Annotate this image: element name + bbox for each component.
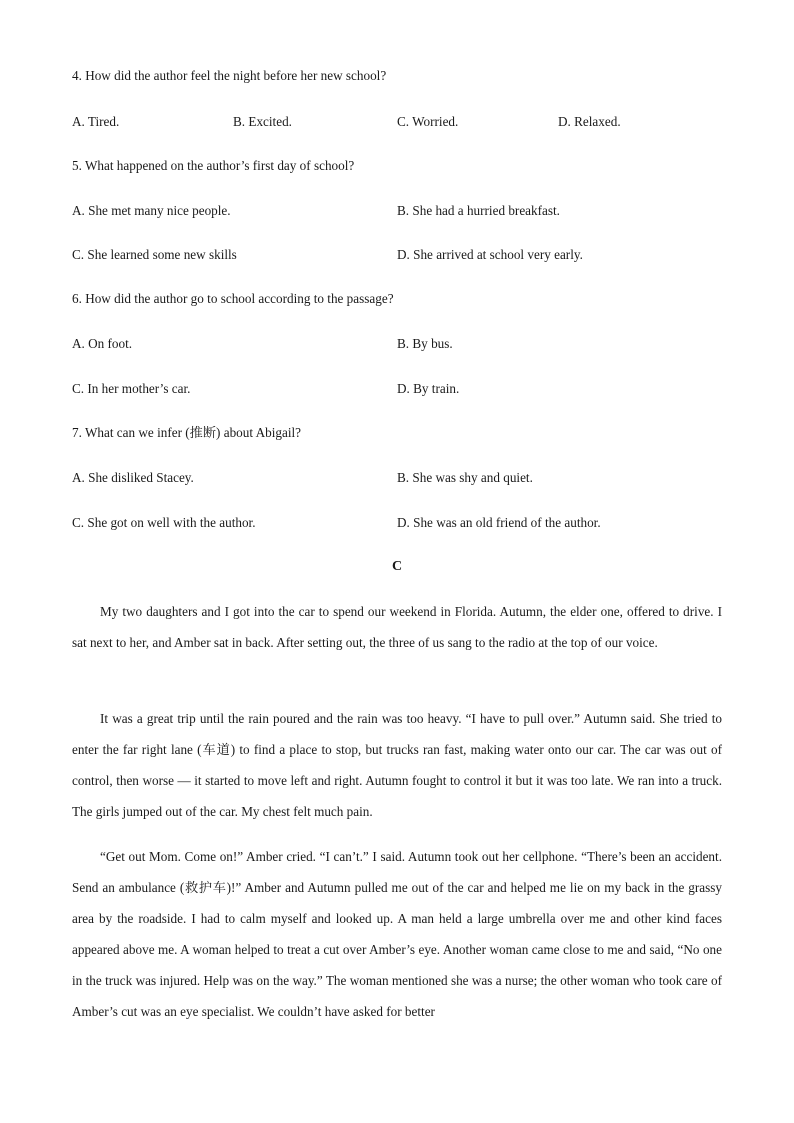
question-7-option-c: C. She got on well with the author. xyxy=(72,515,256,530)
question-4-option-a: A. Tired. xyxy=(72,114,120,129)
question-7-stem: 7. What can we infer (推断) about Abigail? xyxy=(72,425,301,440)
question-4-option-c: C. Worried. xyxy=(397,114,459,129)
passage-paragraph-3: “Get out Mom. Come on!” Amber cried. “I can’t.” I said. Autumn took out her cellphone. “There’s been an accident. Send an ambulance (救护车)!” Amber and Autumn pulled me out of the car and helped me lie on my back in the grassy area by the roadside. I had to calm myself and looked up. A man held a large umbrella over me and other kind faces appeared above me. A woman helped to treat a cut over Amber’s eye. Another woman came close to me and said, “No one in the truck was injured. Help was on the way.” The woman mentioned she was a nurse; the other woman who took care of Amber’s cut was an eye specialist. We couldn’t have asked for better xyxy=(72,849,722,1019)
question-6-option-b: B. By bus. xyxy=(397,336,453,351)
question-6-stem: 6. How did the author go to school according to the passage? xyxy=(72,291,394,306)
question-5-option-a: A. She met many nice people. xyxy=(72,203,231,218)
question-7-option-a: A. She disliked Stacey. xyxy=(72,470,194,485)
question-5-option-d: D. She arrived at school very early. xyxy=(397,247,583,262)
question-6-option-a: A. On foot. xyxy=(72,336,133,351)
passage-paragraph-2: It was a great trip until the rain poured and the rain was too heavy. “I have to pull over.” Autumn said. She tried to enter the far right lane (车道) to find a place to stop, but trucks ran fast, making water onto our car. The car was out of control, then worse — it started to move left and right. Autumn fought to control it but it was too late. We ran into a truck. The girls jumped out of the car. My chest felt much pain. xyxy=(72,711,722,819)
question-7-option-d: D. She was an old friend of the author. xyxy=(397,515,601,530)
question-5-stem: 5. What happened on the author’s first day of school? xyxy=(72,158,355,173)
question-4-option-b: B. Excited. xyxy=(233,114,292,129)
passage-paragraph-1: My two daughters and I got into the car to spend our weekend in Florida. Autumn, the elder one, offered to drive. I sat next to her, and Amber sat in back. After setting out, the three of us sang to the radio at the top of our voice. xyxy=(72,604,722,650)
question-5-option-c: C. She learned some new skills xyxy=(72,247,237,262)
question-5-option-b: B. She had a hurried breakfast. xyxy=(397,203,560,218)
question-4-stem: 4. How did the author feel the night before her new school? xyxy=(72,68,387,83)
question-4-option-d: D. Relaxed. xyxy=(558,114,621,129)
section-title: C xyxy=(391,559,403,574)
question-6-option-d: D. By train. xyxy=(397,381,460,396)
question-6-option-c: C. In her mother’s car. xyxy=(72,381,191,396)
question-7-option-b: B. She was shy and quiet. xyxy=(397,470,533,485)
